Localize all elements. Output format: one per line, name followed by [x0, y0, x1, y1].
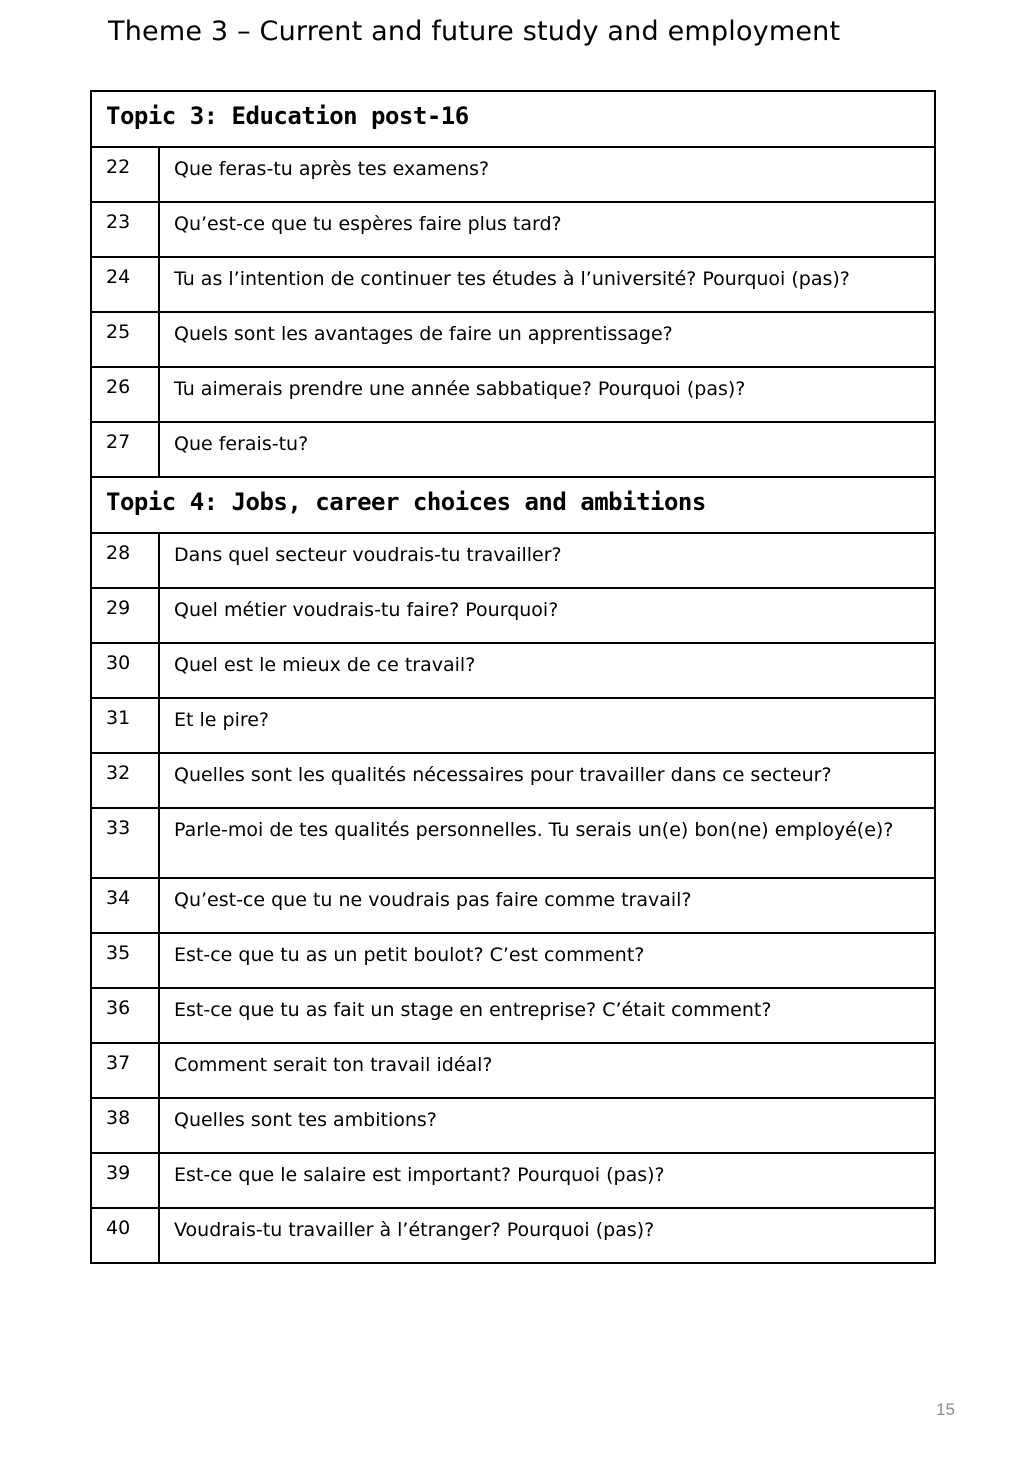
question-text: Quelles sont les qualités nécessaires pour travailler dans ce secteur? [159, 753, 935, 808]
question-text: Et le pire? [159, 698, 935, 753]
question-text: Quel métier voudrais-tu faire? Pourquoi? [159, 588, 935, 643]
question-row [91, 753, 935, 808]
question-number: 33 [91, 808, 159, 878]
question-row [91, 643, 935, 698]
question-text: Que ferais-tu? [159, 422, 935, 477]
question-row [91, 367, 935, 422]
question-number: 24 [91, 257, 159, 312]
question-text: Est-ce que tu as fait un stage en entreprise? C’était comment? [159, 988, 935, 1043]
question-number: 38 [91, 1098, 159, 1153]
question-row [91, 1043, 935, 1098]
question-number: 26 [91, 367, 159, 422]
topic-heading: Topic 3: Education post-16 [91, 91, 935, 147]
topic-heading: Topic 4: Jobs, career choices and ambitions [91, 477, 935, 533]
question-text: Qu’est-ce que tu espères faire plus tard? [159, 202, 935, 257]
question-row [91, 588, 935, 643]
questions-table [90, 90, 936, 1264]
question-number: 27 [91, 422, 159, 477]
question-row [91, 808, 935, 878]
question-number: 34 [91, 878, 159, 933]
question-row [91, 1153, 935, 1208]
question-row [91, 312, 935, 367]
topic-header-row [91, 91, 935, 147]
question-number: 40 [91, 1208, 159, 1263]
question-number: 32 [91, 753, 159, 808]
question-row [91, 202, 935, 257]
topic-header-row [91, 477, 935, 533]
question-number: 28 [91, 533, 159, 588]
question-number: 25 [91, 312, 159, 367]
question-text: Est-ce que tu as un petit boulot? C’est comment? [159, 933, 935, 988]
question-text: Que feras-tu après tes examens? [159, 147, 935, 202]
page-title: Theme 3 – Current and future study and employment [108, 16, 841, 47]
question-text: Parle-moi de tes qualités personnelles. Tu serais un(e) bon(ne) employé(e)? [159, 808, 935, 878]
question-text: Dans quel secteur voudrais-tu travailler? [159, 533, 935, 588]
question-text: Tu aimerais prendre une année sabbatique? Pourquoi (pas)? [159, 367, 935, 422]
page-number: 15 [936, 1400, 955, 1419]
question-row [91, 698, 935, 753]
question-number: 39 [91, 1153, 159, 1208]
question-row [91, 1208, 935, 1263]
question-number: 31 [91, 698, 159, 753]
question-row [91, 933, 935, 988]
question-text: Est-ce que le salaire est important? Pourquoi (pas)? [159, 1153, 935, 1208]
question-number: 37 [91, 1043, 159, 1098]
question-row [91, 257, 935, 312]
question-row [91, 1098, 935, 1153]
question-number: 30 [91, 643, 159, 698]
question-number: 22 [91, 147, 159, 202]
question-text: Tu as l’intention de continuer tes études à l’université? Pourquoi (pas)? [159, 257, 935, 312]
question-text: Quel est le mieux de ce travail? [159, 643, 935, 698]
question-number: 29 [91, 588, 159, 643]
question-row [91, 988, 935, 1043]
question-text: Qu’est-ce que tu ne voudrais pas faire comme travail? [159, 878, 935, 933]
question-text: Comment serait ton travail idéal? [159, 1043, 935, 1098]
question-row [91, 147, 935, 202]
question-text: Quels sont les avantages de faire un apprentissage? [159, 312, 935, 367]
question-number: 35 [91, 933, 159, 988]
question-row [91, 422, 935, 477]
question-row [91, 533, 935, 588]
question-row [91, 878, 935, 933]
question-text: Quelles sont tes ambitions? [159, 1098, 935, 1153]
question-number: 36 [91, 988, 159, 1043]
question-text: Voudrais-tu travailler à l’étranger? Pourquoi (pas)? [159, 1208, 935, 1263]
question-number: 23 [91, 202, 159, 257]
